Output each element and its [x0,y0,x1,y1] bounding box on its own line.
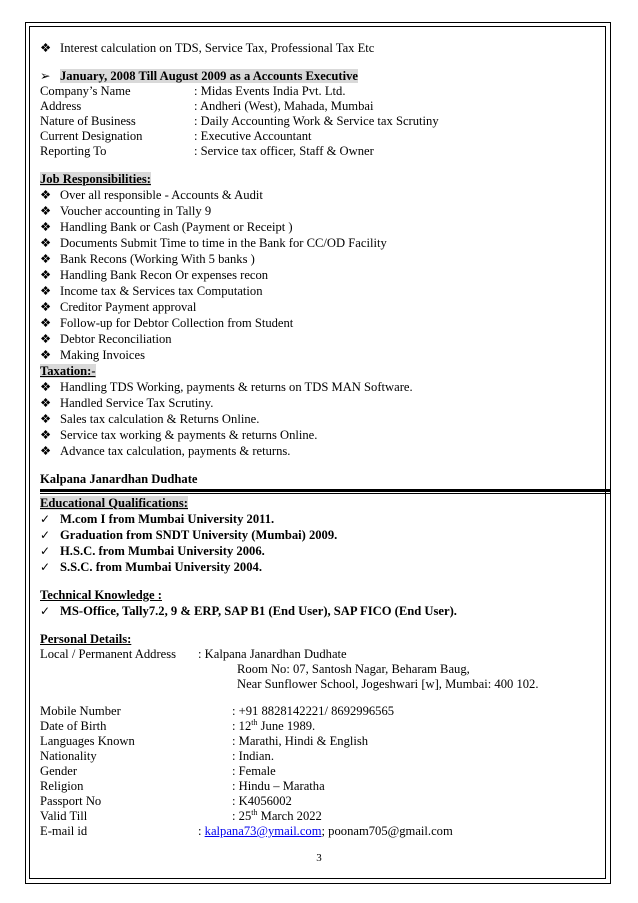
diamond-bullet-icon: ❖ [40,236,52,250]
section-heading-job: Job Responsibilities: [40,172,151,186]
list-item: ❖ Handling Bank Recon Or expenses recon [40,268,269,282]
detail-row: Current Designation : Executive Accountant [40,129,312,143]
detail-row: Address : Andheri (West), Mahada, Mumbai [40,99,374,113]
page-number: 3 [316,852,322,864]
list-item: ✓ S.S.C. from Mumbai University 2004. [40,560,262,574]
list-item: ❖ Handling Bank or Cash (Payment or Receipt ) [40,220,293,234]
diamond-bullet-icon: ❖ [40,188,52,202]
section-heading-technical: Technical Knowledge : [40,588,162,602]
diamond-bullet-icon: ❖ [40,268,52,282]
list-item: ✓ H.S.C. from Mumbai University 2006. [40,544,265,558]
diamond-bullet-icon: ❖ [40,412,52,426]
detail-row: Mobile Number : +91 8828142221/ 8692996565 [40,704,395,718]
detail-row: Religion : Hindu – Maratha [40,779,325,793]
section-heading-taxation: Taxation:- [40,364,96,378]
list-item: ❖ Income tax & Services tax Computation [40,284,263,298]
checkmark-icon: ✓ [40,528,51,542]
checkmark-icon: ✓ [40,544,51,558]
address-line: Room No: 07, Santosh Nagar, Beharam Baug, [237,662,470,676]
resume-content [40,40,600,839]
list-item: ✓ Graduation from SNDT University (Mumbai) 2009. [40,528,338,542]
diamond-bullet-icon: ❖ [40,348,52,362]
diamond-bullet-icon: ❖ [40,204,52,218]
checkmark-icon: ✓ [40,560,51,574]
detail-row: Reporting To : Service tax officer, Staff & Owner [40,144,374,158]
list-item: ❖ Advance tax calculation, payments & returns. [40,444,291,458]
detail-row: Company’s Name : Midas Events India Pvt. Ltd. [40,84,346,98]
email-link[interactable]: kalpana73@ymail.com [204,824,322,838]
detail-row: Nationality : Indian. [40,749,274,763]
employment-heading: ➢ January, 2008 Till August 2009 as a Accounts Executive [40,69,358,83]
diamond-bullet-icon: ❖ [40,428,52,442]
diamond-bullet-icon: ❖ [40,380,52,394]
list-item: ❖ Documents Submit Time to time in the Bank for CC/OD Facility [40,236,387,250]
list-item: ❖ Over all responsible - Accounts & Audit [40,188,263,202]
address-row: Local / Permanent Address : Kalpana Janardhan Dudhate [40,647,347,661]
list-item: ❖ Creditor Payment approval [40,300,197,314]
list-item: ❖ Interest calculation on TDS, Service Tax, Professional Tax Etc [40,41,375,55]
list-item: ❖ Handling TDS Working, payments & returns on TDS MAN Software. [40,380,413,394]
detail-row: Nature of Business : Daily Accounting Work & Service tax Scrutiny [40,114,439,128]
education-list [40,511,600,575]
list-item: ❖ Bank Recons (Working With 5 banks ) [40,252,255,266]
diamond-bullet-icon: ❖ [40,220,52,234]
divider [40,489,610,492]
email-row: E-mail id : kalpana73@ymail.com; poonam705@gmail.com [40,824,453,838]
section-heading-education: Educational Qualifications: [40,496,188,510]
list-item: ✓ M.com I from Mumbai University 2011. [40,512,275,526]
detail-row: Passport No : K4056002 [40,794,292,808]
list-item: ❖ Making Invoices [40,348,145,362]
address-line: Near Sunflower School, Jogeshwari [w], Mumbai: 400 102. [237,677,539,691]
list-item: ❖ Voucher accounting in Tally 9 [40,204,212,218]
section-heading-personal: Personal Details: [40,632,132,646]
diamond-bullet-icon: ❖ [40,332,52,346]
list-item: ❖ Handled Service Tax Scrutiny. [40,396,214,410]
detail-row: Languages Known : Marathi, Hindi & English [40,734,369,748]
list-item: ✓ MS-Office, Tally7.2, 9 & ERP, SAP B1 (End User), SAP FICO (End User). [40,604,457,618]
taxation-list [40,379,600,459]
diamond-bullet-icon: ❖ [40,300,52,314]
checkmark-icon: ✓ [40,512,51,526]
list-item: ❖ Sales tax calculation & Returns Online. [40,412,260,426]
list-item: ❖ Service tax working & payments & returns Online. [40,428,318,442]
diamond-bullet-icon: ❖ [40,396,52,410]
diamond-bullet-icon: ❖ [40,252,52,266]
list-item: ❖ Follow-up for Debtor Collection from Student [40,316,294,330]
diamond-bullet-icon: ❖ [40,41,52,55]
job-list [40,187,600,363]
detail-row: Valid Till : 25th March 2022 [40,807,322,823]
detail-row: Gender : Female [40,764,276,778]
checkmark-icon: ✓ [40,604,51,618]
arrow-bullet-icon: ➢ [40,69,51,83]
diamond-bullet-icon: ❖ [40,284,52,298]
employment-details [40,84,600,159]
diamond-bullet-icon: ❖ [40,316,52,330]
candidate-name: Kalpana Janardhan Dudhate [40,472,198,486]
detail-row: Date of Birth : 12th June 1989. [40,717,316,733]
personal-details [40,647,600,839]
diamond-bullet-icon: ❖ [40,444,52,458]
list-item: ❖ Debtor Reconciliation [40,332,172,346]
divider [40,493,610,494]
